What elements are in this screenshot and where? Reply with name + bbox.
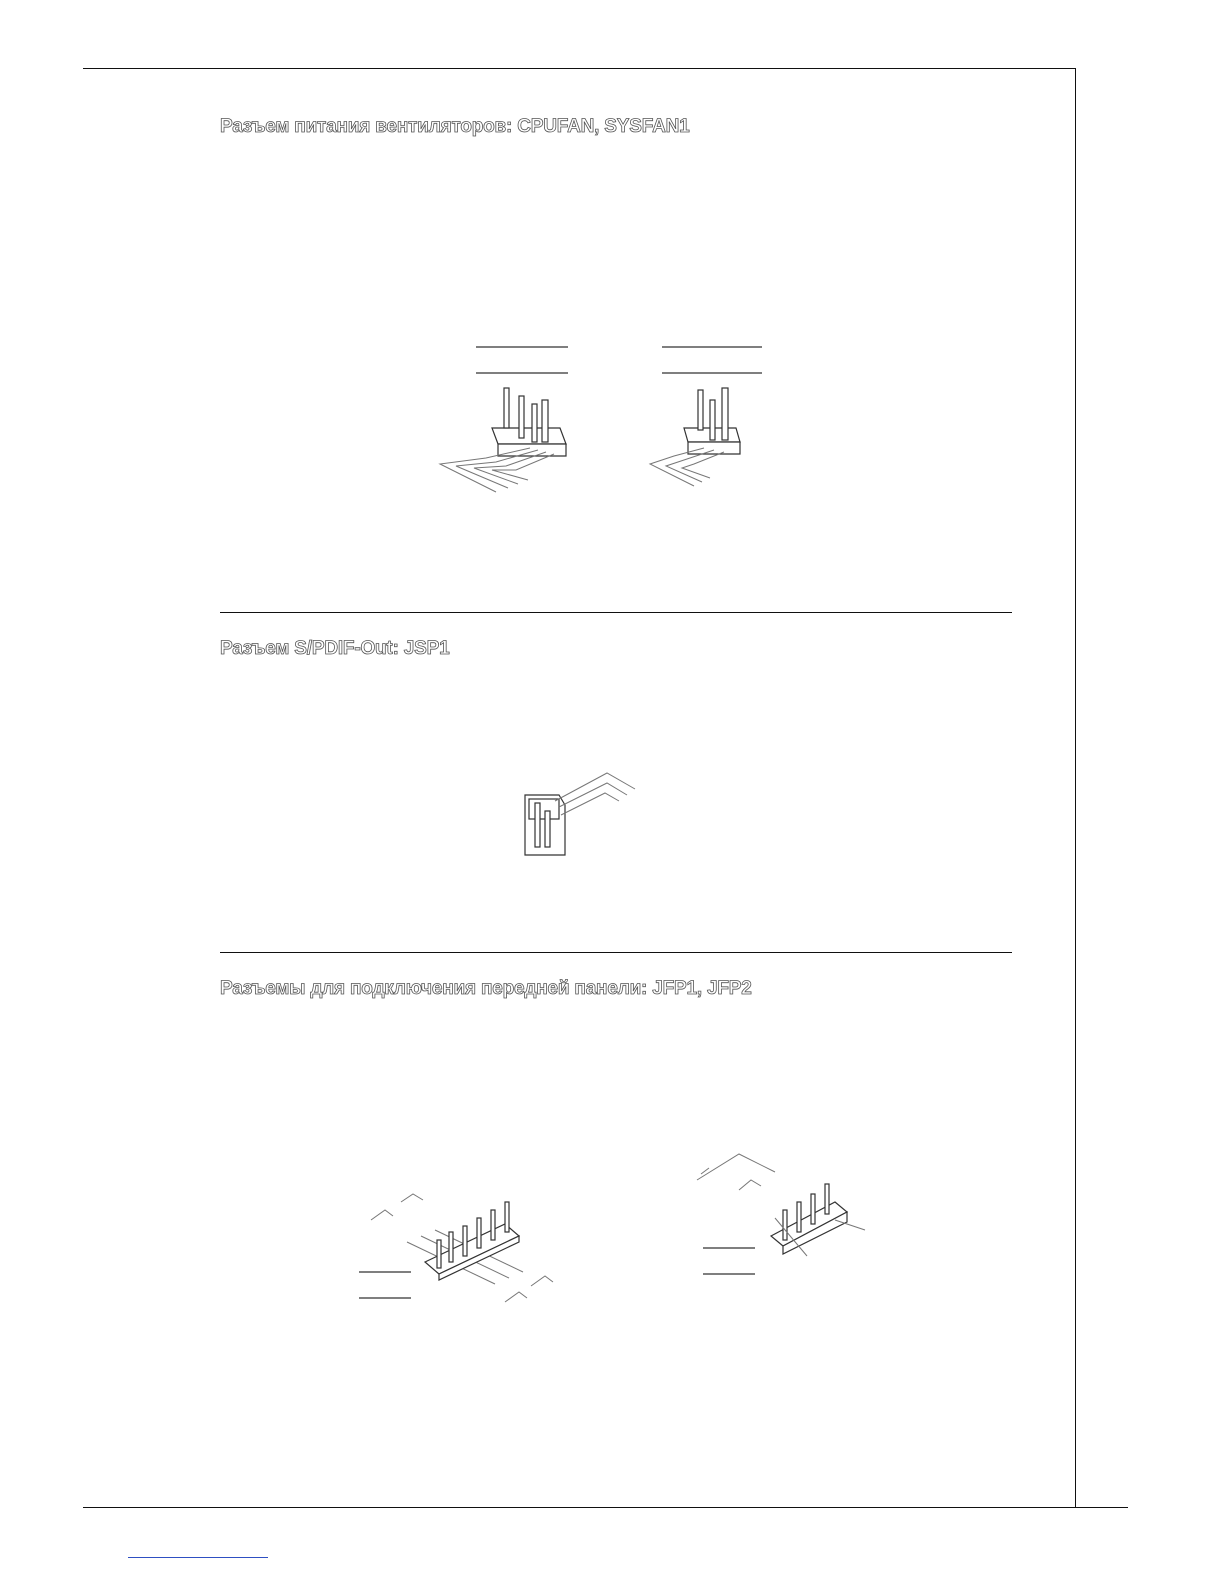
jfp2-connector-diagram	[695, 1150, 885, 1280]
frame-bottom-rule	[83, 1507, 1128, 1508]
section-divider	[220, 952, 1012, 953]
section-title-front-panel: Разъемы для подключения передней панели: JFP1, JFP2	[220, 978, 752, 999]
section-divider	[220, 612, 1012, 613]
footer-link-underline[interactable]	[128, 1557, 268, 1558]
cpufan-connector-diagram	[430, 340, 590, 500]
frame-top-rule	[83, 68, 1076, 69]
section-title-fan-power: Разъем питания вентиляторов: CPUFAN, SYSFAN1	[220, 116, 690, 137]
spdif-connector-diagram	[515, 765, 655, 865]
jfp1-connector-diagram	[355, 1180, 565, 1320]
frame-right-rule	[1075, 68, 1076, 1508]
section-title-spdif: Разъем S/PDIF-Out: JSP1	[220, 638, 450, 659]
sysfan-connector-diagram	[640, 340, 800, 500]
